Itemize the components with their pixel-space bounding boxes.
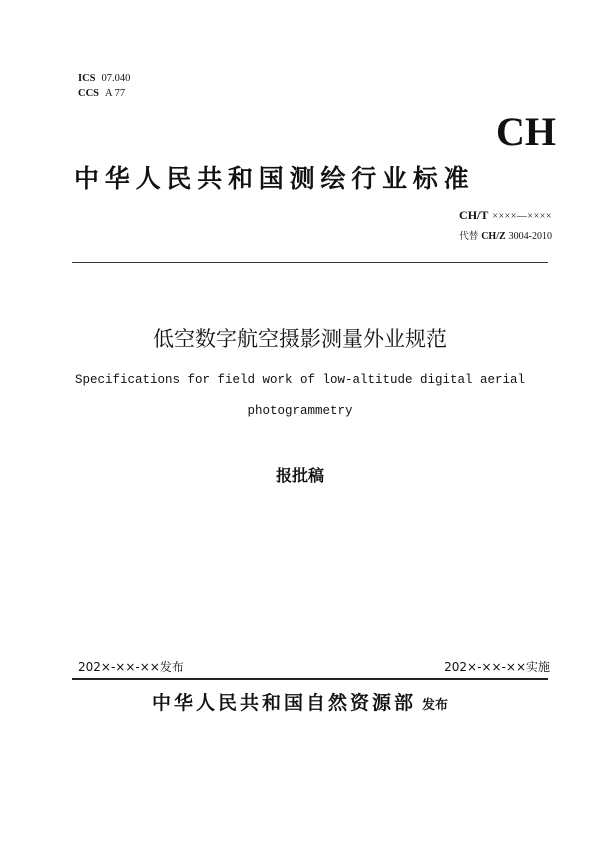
issuer-action: 发布 — [422, 698, 449, 713]
footer-divider — [72, 678, 548, 680]
replaces-number: 3004-2010 — [508, 231, 552, 242]
issuer-name: 中华人民共和国自然资源部 — [151, 692, 416, 714]
ccs-value: A 77 — [105, 88, 126, 99]
ics-value: 07.040 — [101, 73, 131, 84]
standard-number-value: ××××—×××× — [492, 211, 552, 222]
issuer-line — [0, 689, 600, 720]
replaces-standard — [459, 231, 552, 243]
document-title-en-line2: photogrammetry — [247, 404, 353, 418]
standard-number — [459, 208, 552, 224]
industry-standard-heading: 中华人民共和国测绘行业标准 — [74, 164, 475, 193]
document-title-zh: 低空数字航空摄影测量外业规范 — [153, 327, 447, 351]
implementation-date: 202×-××-××实施 — [444, 660, 550, 674]
ics-code — [78, 73, 130, 85]
standard-mark: CH — [496, 109, 556, 154]
replaces-prefix: 代替 — [459, 231, 479, 242]
document-title-en-line1: Specifications for field work of low-altitude digital aerial — [74, 373, 526, 387]
replaces-code: CH/Z — [481, 231, 506, 242]
ccs-code — [78, 88, 125, 100]
draft-stage: 报批稿 — [275, 466, 324, 485]
ics-label: ICS — [78, 73, 96, 84]
ccs-label: CCS — [78, 88, 100, 99]
issue-date: 202×-××-××发布 — [78, 660, 184, 674]
standard-number-label: CH/T — [459, 208, 489, 222]
header-divider — [72, 262, 548, 263]
